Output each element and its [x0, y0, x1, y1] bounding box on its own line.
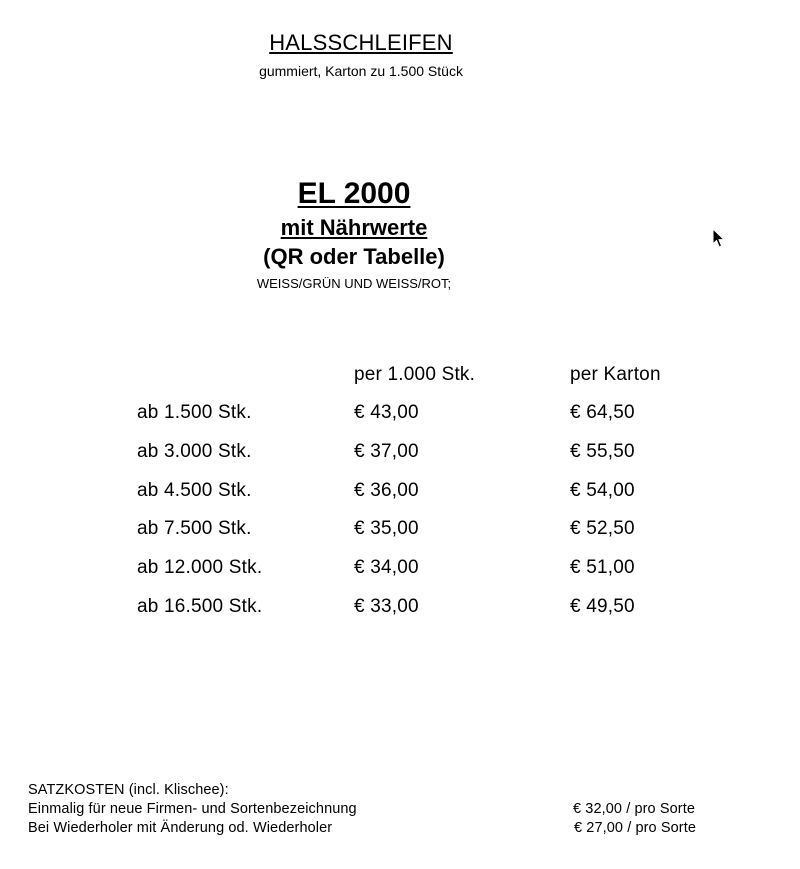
price-per-1000-cell: € 33,00: [354, 596, 419, 617]
price-per-carton-cell: € 49,50: [570, 596, 635, 617]
page-subtitle: gummiert, Karton zu 1.500 Stück: [259, 63, 463, 79]
price-per-carton-cell: € 64,50: [570, 402, 635, 423]
price-per-1000-cell: € 37,00: [354, 441, 419, 462]
setup-costs-heading: SATZKOSTEN (incl. Klischee):: [28, 782, 229, 798]
mouse-pointer-icon: [712, 228, 726, 250]
quantity-cell: ab 1.500 Stk.: [137, 402, 252, 423]
quantity-cell: ab 16.500 Stk.: [137, 596, 263, 617]
product-title: EL 2000: [297, 177, 411, 210]
price-per-carton-cell: € 52,50: [570, 518, 635, 539]
setup-cost-price: € 27,00 / pro Sorte: [574, 820, 697, 836]
quantity-cell: ab 7.500 Stk.: [137, 518, 252, 539]
product-variant: (QR oder Tabelle): [263, 244, 445, 269]
column-header-per-1000: per 1.000 Stk.: [354, 364, 476, 385]
price-per-carton-cell: € 51,00: [570, 557, 635, 578]
setup-cost-label: Einmalig für neue Firmen- und Sortenbezeichnung: [28, 801, 357, 817]
product-subtitle: mit Nährwerte: [280, 215, 428, 240]
setup-cost-price: € 32,00 / pro Sorte: [573, 801, 696, 817]
quantity-cell: ab 3.000 Stk.: [137, 441, 252, 462]
column-header-per-carton: per Karton: [570, 364, 661, 385]
quantity-cell: ab 4.500 Stk.: [137, 480, 252, 501]
quantity-cell: ab 12.000 Stk.: [137, 557, 263, 578]
price-per-carton-cell: € 54,00: [570, 480, 635, 501]
price-per-carton-cell: € 55,50: [570, 441, 635, 462]
price-per-1000-cell: € 34,00: [354, 557, 419, 578]
page-title: HALSSCHLEIFEN: [269, 30, 453, 55]
product-colors: WEISS/GRÜN UND WEISS/ROT;: [256, 276, 452, 291]
setup-cost-label: Bei Wiederholer mit Änderung od. Wiederholer: [28, 820, 333, 836]
price-per-1000-cell: € 43,00: [354, 402, 419, 423]
price-per-1000-cell: € 36,00: [354, 480, 419, 501]
price-per-1000-cell: € 35,00: [354, 518, 419, 539]
